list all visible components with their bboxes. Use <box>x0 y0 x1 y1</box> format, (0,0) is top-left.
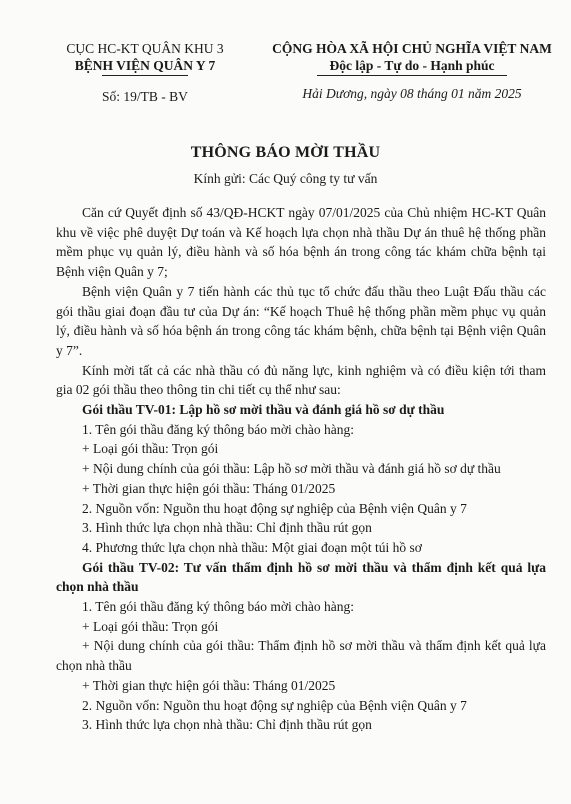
paragraph-invitation: Kính mời tất cả các nhà thầu có đủ năng lực, kinh nghiệm và có điều kiện tới tham gia 02 gói thầu theo thông tin chi tiết cụ thể như sau: <box>56 362 546 398</box>
nation-line-2: Độc lập - Tự do - Hạnh phúc <box>329 58 495 73</box>
package-1-heading: Gói thầu TV-01: Lập hồ sơ mời thầu và đánh giá hồ sơ dự thầu <box>82 402 445 418</box>
package-1-item: 4. Phương thức lựa chọn nhà thầu: Một giai đoạn một túi hồ sơ <box>82 539 422 555</box>
package-2-item: + Loại gói thầu: Trọn gói <box>82 618 219 634</box>
page-title: THÔNG BÁO MỜI THẦU <box>190 144 381 161</box>
package-2-item: 2. Nguồn vốn: Nguồn thu hoạt động sự nghiệp của Bệnh viện Quân y 7 <box>82 697 467 713</box>
org-line-2: BỆNH VIỆN QUÂN Y 7 <box>74 58 216 73</box>
package-2-item: 1. Tên gói thầu đăng ký thông báo mời chào hàng: <box>82 599 354 615</box>
package-1-item: + Thời gian thực hiện gói thầu: Tháng 01/2025 <box>82 480 336 496</box>
place-date: Hải Dương, ngày 08 tháng 01 năm 2025 <box>302 86 522 101</box>
package-1-item: + Loại gói thầu: Trọn gói <box>82 441 219 457</box>
org-underline <box>102 75 188 76</box>
document-number: Số: 19/TB - BV <box>102 89 188 104</box>
org-line-1: CỤC HC-KT QUÂN KHU 3 <box>66 41 224 56</box>
package-1-item: 2. Nguồn vốn: Nguồn thu hoạt động sự nghiệp của Bệnh viện Quân y 7 <box>82 500 467 516</box>
nation-line-1: CỘNG HÒA XÃ HỘI CHỦ NGHĨA VIỆT NAM <box>272 41 552 56</box>
package-2-item: + Nội dung chính của gói thầu: Thẩm định hồ sơ mời thầu và thẩm định kết quả lựa chọn nhà thầu <box>56 638 546 674</box>
issuing-organization <box>30 40 260 105</box>
motto-underline <box>317 75 507 76</box>
paragraph-procedure: Bệnh viện Quân y 7 tiến hành các thủ tục tổ chức đấu thầu theo Luật Đấu thầu các gói thầu giai đoạn đầu tư của Dự án: “Kế hoạch Thuê hệ thống phần mềm phục vụ quản lý, điều hành và số hóa bệnh án trong công tác khám bệnh, chữa bệnh tại Bệnh viện Quân y 7”. <box>56 283 546 358</box>
greeting: Kính gửi: Các Quý công ty tư vấn <box>193 171 378 186</box>
package-1-item: + Nội dung chính của gói thầu: Lập hồ sơ mời thầu và đánh giá hồ sơ dự thầu <box>82 461 501 477</box>
package-2-item: + Thời gian thực hiện gói thầu: Tháng 01/2025 <box>82 677 336 693</box>
package-1-item: 1. Tên gói thầu đăng ký thông báo mời chào hàng: <box>82 421 354 437</box>
package-2-item: 3. Hình thức lựa chọn nhà thầu: Chỉ định thầu rút gọn <box>82 717 372 733</box>
document-body <box>56 203 546 735</box>
paragraph-legal-basis: Căn cứ Quyết định số 43/QĐ-HCKT ngày 07/01/2025 của Chủ nhiệm HC-KT Quân khu về việc phê duyệt Dự toán và Kế hoạch lựa chọn nhà thầu Dự án thuê hệ thống phần mềm phục vụ quản lý, điều hành và số hóa bệnh án trong công tác khám chữa bệnh tại Bệnh viện Quân y 7; <box>56 205 546 280</box>
package-1-item: 3. Hình thức lựa chọn nhà thầu: Chỉ định thầu rút gọn <box>82 520 372 536</box>
national-motto <box>262 40 562 102</box>
package-2-heading: Gói thầu TV-02: Tư vấn thẩm định hồ sơ mời thầu và thẩm định kết quả lựa chọn nhà thầu <box>56 559 546 595</box>
